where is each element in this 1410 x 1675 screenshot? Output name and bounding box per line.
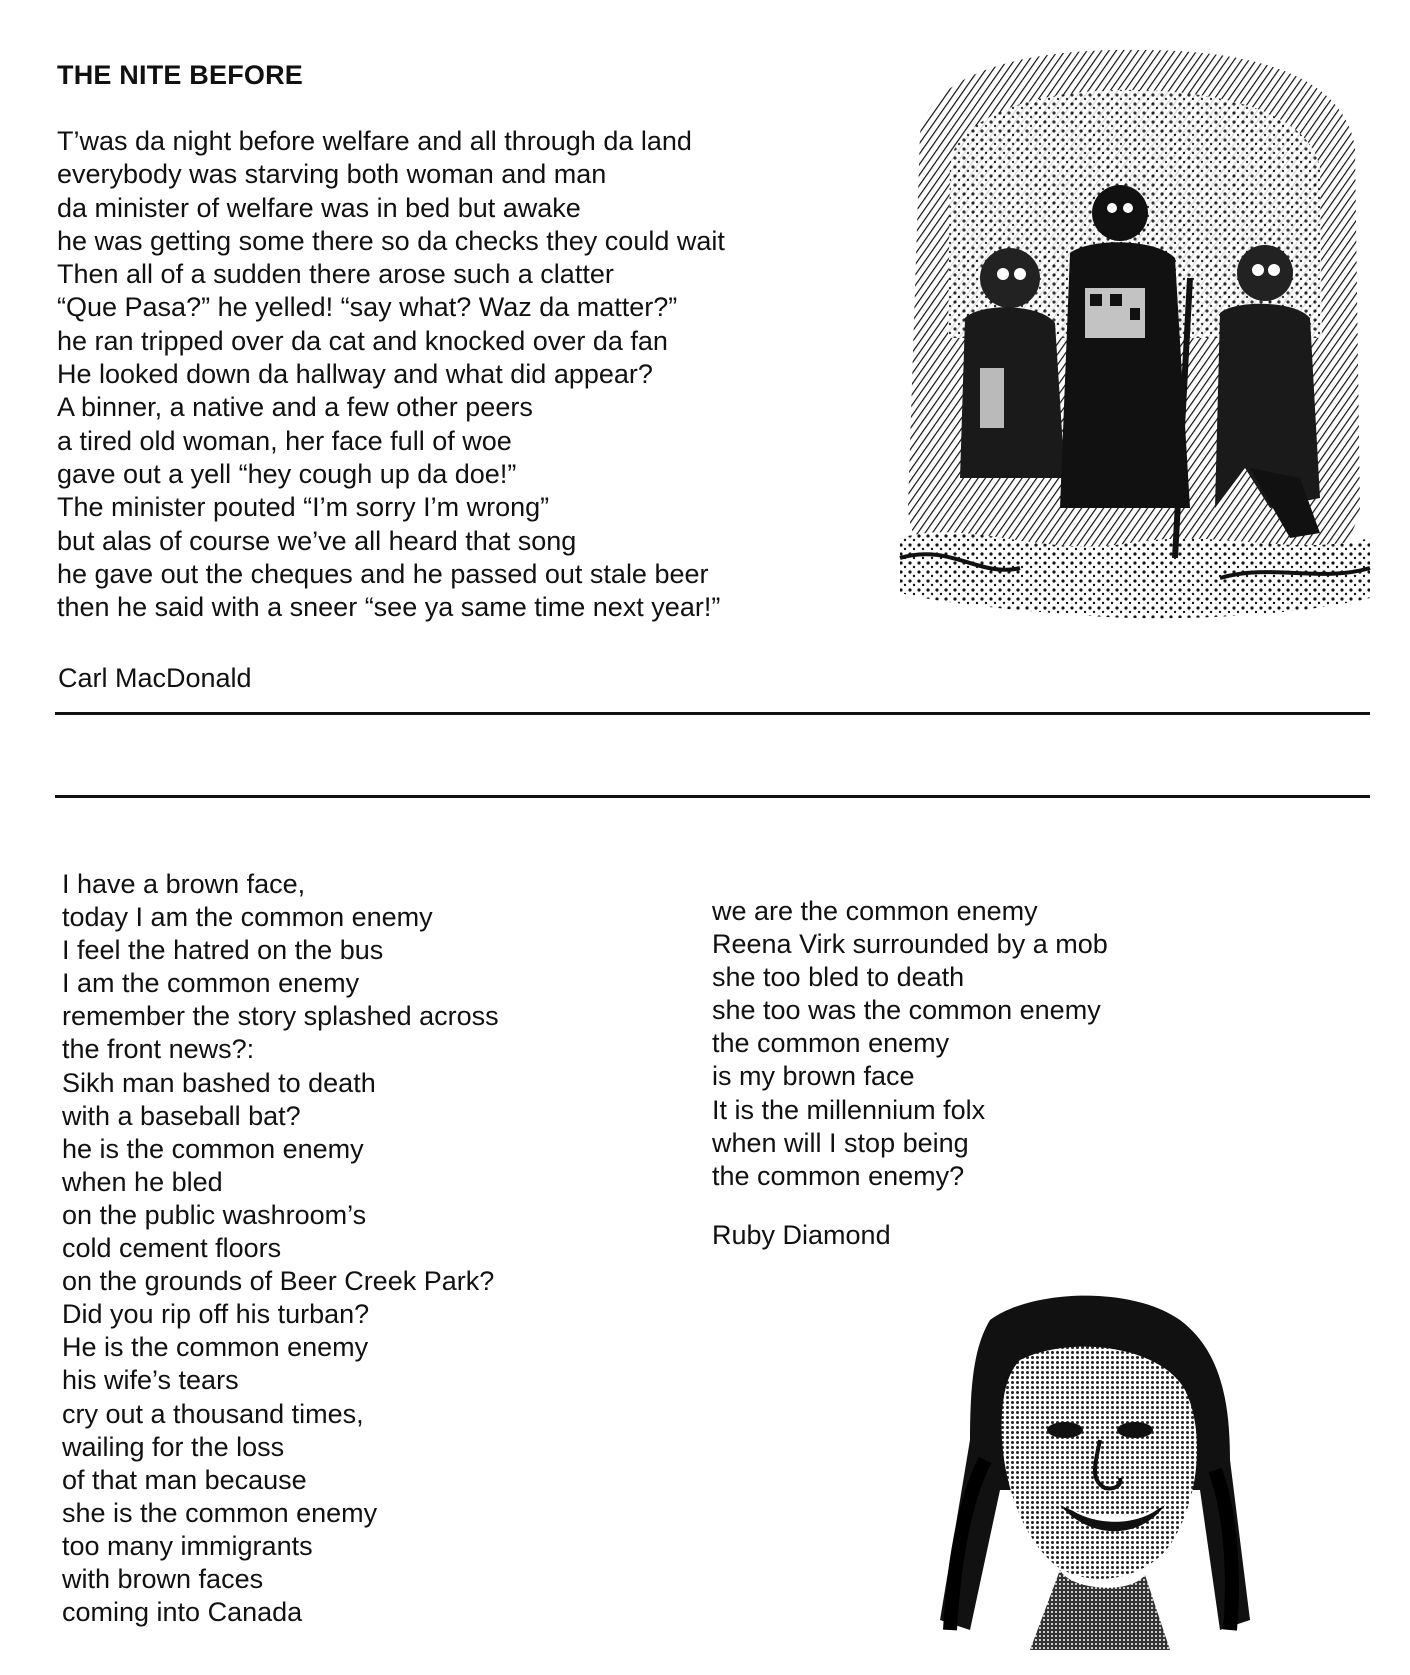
- poem-line: I feel the hatred on the bus: [62, 935, 384, 966]
- poem-line: she too bled to death: [712, 962, 965, 993]
- poem-2-right-column: [712, 895, 1108, 1193]
- poem-line: with a baseball bat?: [62, 1100, 301, 1131]
- poem-line: “Que Pasa?” he yelled! “say what? Waz da matter?”: [57, 292, 678, 323]
- poem-line: of that man because: [62, 1464, 307, 1495]
- poem-line: on the grounds of Beer Creek Park?: [62, 1266, 495, 1297]
- poem-2-author: Ruby Diamond: [712, 1220, 891, 1250]
- poem-line: today I am the common enemy: [62, 902, 433, 933]
- poem-line: when will I stop being: [712, 1127, 969, 1158]
- poem-line: we are the common enemy: [712, 896, 1038, 926]
- poem-line: Reena Virk surrounded by a mob: [712, 929, 1108, 960]
- poem-title: THE NITE BEFORE: [57, 60, 304, 90]
- poem-line: wailing for the loss: [62, 1431, 285, 1462]
- poem-line: I have a brown face,: [62, 869, 306, 899]
- poem-line: then he said with a sneer “see ya same time next year!”: [57, 592, 721, 623]
- poem-line: she is the common enemy: [62, 1497, 378, 1528]
- poem-line: the front news?:: [62, 1034, 255, 1065]
- poem-line: the common enemy?: [712, 1160, 965, 1191]
- poem-line: she too was the common enemy: [712, 995, 1101, 1026]
- poem-line: with brown faces: [62, 1563, 264, 1594]
- poem-line: He looked down da hallway and what did appear?: [57, 359, 653, 390]
- poem-line: he gave out the cheques and he passed out stale beer: [57, 558, 709, 589]
- portrait-photo: [930, 1290, 1270, 1650]
- poem-line: too many immigrants: [62, 1530, 313, 1561]
- poem-line: on the public washroom’s: [62, 1199, 367, 1230]
- poem-1-author: Carl MacDonald: [58, 663, 252, 693]
- poem-line: but alas of course we’ve all heard that song: [57, 525, 577, 556]
- poem-line: coming into Canada: [62, 1597, 303, 1628]
- poem-line: It is the millennium folx: [712, 1094, 986, 1125]
- poem-line: he is the common enemy: [62, 1133, 364, 1164]
- poem-line: remember the story splashed across: [62, 1001, 499, 1032]
- divider-rule: [55, 795, 1370, 798]
- poem-line: T’was da night before welfare and all through da land: [57, 126, 692, 156]
- poem-line: cry out a thousand times,: [62, 1398, 364, 1429]
- poem-line: he was getting some there so da checks they could wait: [57, 225, 725, 256]
- poem-line: I am the common enemy: [62, 968, 360, 999]
- group-illustration: [890, 38, 1380, 628]
- poem-2-left-column: [62, 868, 499, 1629]
- poem-line: when he bled: [62, 1166, 223, 1197]
- poem-line: Then all of a sudden there arose such a clatter: [57, 259, 614, 290]
- poem-line: a tired old woman, her face full of woe: [57, 425, 512, 456]
- poem-line: Sikh man bashed to death: [62, 1067, 376, 1098]
- poem-line: his wife’s tears: [62, 1365, 239, 1396]
- divider-rule: [55, 712, 1370, 715]
- poem-line: Did you rip off his turban?: [62, 1299, 370, 1330]
- poem-line: cold cement floors: [62, 1233, 282, 1264]
- poem-1-lines: [57, 125, 725, 624]
- poem-line: The minister pouted “I’m sorry I’m wrong”: [57, 492, 550, 523]
- poem-line: gave out a yell “hey cough up da doe!”: [57, 458, 517, 489]
- poem-line: the common enemy: [712, 1028, 950, 1059]
- poem-line: He is the common enemy: [62, 1332, 369, 1363]
- poem-line: da minister of welfare was in bed but awake: [57, 192, 581, 223]
- poem-line: everybody was starving both woman and man: [57, 159, 607, 190]
- poem-line: is my brown face: [712, 1061, 915, 1092]
- poem-line: A binner, a native and a few other peers: [57, 392, 533, 423]
- poem-line: he ran tripped over da cat and knocked over da fan: [57, 325, 668, 356]
